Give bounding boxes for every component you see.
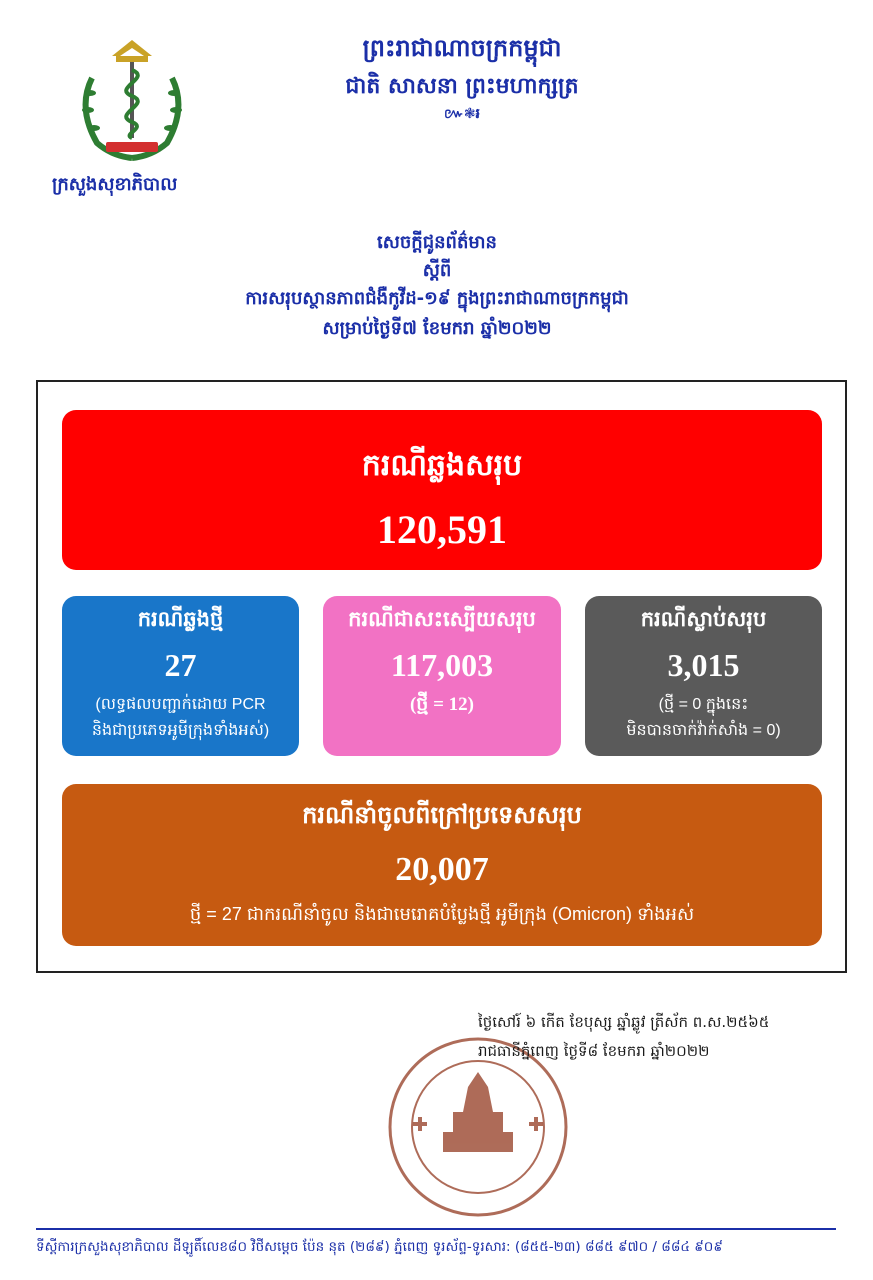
release-subject: ការសរុបស្ថានភាពជំងឺកូវីដ-១៩ ក្នុងព្រះរាជាណាចក្រកម្ពុជា — [245, 288, 629, 309]
new-cases-note-line1: (លទ្ធផលបញ្ជាក់ដោយ PCR — [95, 696, 266, 713]
header-ornament: ៚❃៛ — [444, 106, 480, 122]
deaths-value: 3,015 — [667, 647, 740, 683]
deaths-title: ករណីស្លាប់សរុប — [640, 607, 767, 631]
place-date: រាជធានីភ្នំពេញ ថ្ងៃទី៨ ខែមករា ឆ្នាំ២០២២ — [478, 1042, 710, 1060]
recovered-note: (ថ្មី = 12) — [409, 694, 475, 715]
total-cases-value: 120,591 — [377, 507, 507, 552]
imported-cases-note: ថ្មី = 27 ជាករណីនាំចូល និងជាមេរោគបំប្លែងថ្មី អូមីក្រុង (Omicron) ទាំងអស់ — [189, 904, 695, 924]
kingdom-title: ព្រះរាជាណាចក្រកម្ពុជា — [362, 34, 562, 62]
footer-address: ទីស្តីការក្រសួងសុខាភិបាល ដីឡូតិ៍លេខ៨០ វិថីសម្តេច ប៉ែន នុត (២៨៩) ភ្នំពេញ ទូរស័ព្ទ-ទូរសារ: (៨៥៥-២៣) ៨៨៥ ៩៧០ / ៨៨៤ ៩០៩ — [36, 1239, 723, 1255]
deaths-note-line1: (ថ្មី = 0 ក្នុងនេះ — [658, 696, 749, 713]
footer-divider — [36, 1228, 836, 1230]
lunar-date: ថ្ងៃសៅរ៍ ៦ កើត ខែបុស្ស ឆ្នាំឆ្លូវ ត្រីស័ក ព.ស.២៥៦៥ — [478, 1013, 770, 1031]
imported-cases-panel — [62, 784, 822, 946]
deaths-panel — [585, 596, 822, 756]
ministry-name: ក្រសួងសុខាភិបាល — [52, 174, 178, 195]
total-cases-panel — [62, 410, 822, 570]
new-cases-note-line2: និងជាប្រភេទអូមីក្រុងទាំងអស់) — [91, 722, 270, 739]
recovered-panel — [323, 596, 561, 756]
new-cases-value: 27 — [164, 647, 197, 683]
total-cases-title: ករណីឆ្លងសរុប — [361, 448, 523, 483]
imported-cases-value: 20,007 — [395, 851, 489, 888]
deaths-note — [585, 692, 822, 744]
release-date: សម្រាប់ថ្ងៃទី៧ ខែមករា ឆ្នាំ២០២២ — [322, 318, 552, 339]
release-type: សេចក្តីជូនព័ត៌មាន — [377, 232, 497, 253]
recovered-title: ករណីជាសះស្បើយសរុប — [348, 607, 536, 631]
deaths-note-line2: មិនបានចាក់វ៉ាក់សាំង = 0) — [626, 722, 781, 739]
ministry-logo-icon — [72, 38, 192, 168]
new-cases-panel — [62, 596, 299, 756]
release-about: ស្តីពី — [422, 260, 452, 281]
national-motto: ជាតិ សាសនា ព្រះមហាក្សត្រ — [345, 74, 579, 99]
recovered-value: 117,003 — [390, 647, 494, 683]
imported-cases-title: ករណីនាំចូលពីក្រៅប្រទេសសរុប — [302, 801, 582, 829]
new-cases-title: ករណីឆ្លងថ្មី — [137, 607, 224, 631]
new-cases-note — [62, 692, 299, 744]
